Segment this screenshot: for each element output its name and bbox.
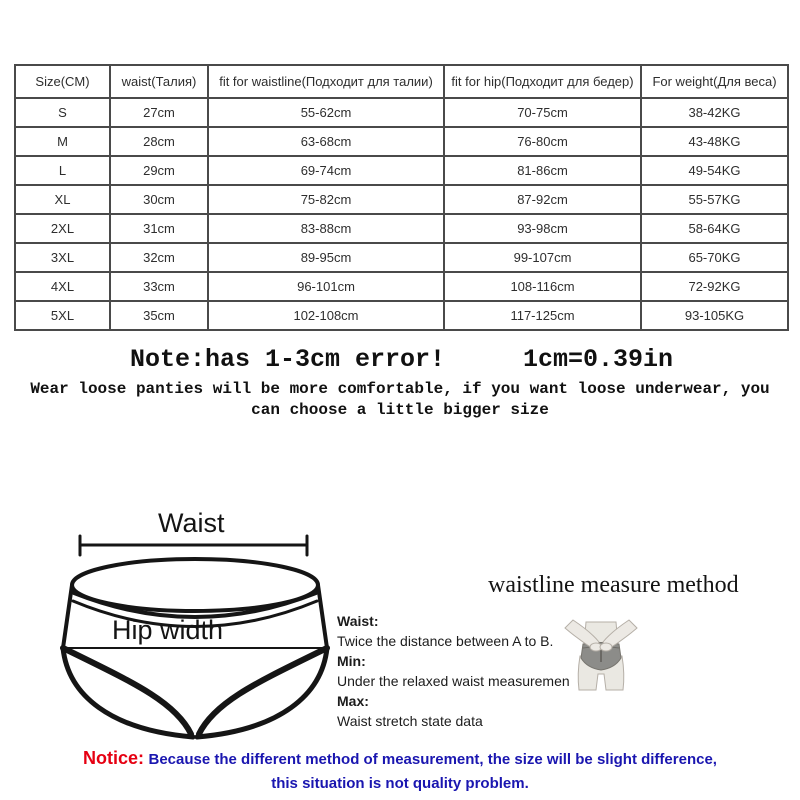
size-table-header-cell: fit for hip(Подходит для бедер) xyxy=(444,65,641,98)
size-table-row xyxy=(15,98,788,127)
notice-text-line1: Because the different method of measurement, the size will be slight difference, xyxy=(148,751,717,768)
min-note-label: Min: xyxy=(337,653,366,669)
note-conversion-text: 1cm=0.39in xyxy=(523,345,674,374)
size-table-cell: 96-101cm xyxy=(208,272,444,301)
size-table-header-cell: For weight(Для веса) xyxy=(641,65,788,98)
size-table-cell: 5XL xyxy=(15,301,110,330)
size-table-container xyxy=(14,64,787,331)
size-table-cell: 29cm xyxy=(110,156,208,185)
size-table-cell: 87-92cm xyxy=(444,185,641,214)
hip-width-label: Hip width xyxy=(112,615,224,645)
size-table-cell: S xyxy=(15,98,110,127)
size-table-cell: 3XL xyxy=(15,243,110,272)
measure-notes xyxy=(337,611,587,731)
size-table-row xyxy=(15,185,788,214)
waist-measuring-figure-icon xyxy=(563,616,639,692)
notice-text-line2: this situation is not quality problem. xyxy=(271,775,529,792)
size-table-cell: 43-48KG xyxy=(641,127,788,156)
size-table-cell: 30cm xyxy=(110,185,208,214)
size-table-cell: 70-75cm xyxy=(444,98,641,127)
size-table-row xyxy=(15,272,788,301)
size-table-cell: 38-42KG xyxy=(641,98,788,127)
note-paragraph-line2: can choose a little bigger size xyxy=(251,401,549,419)
size-table-cell: 93-98cm xyxy=(444,214,641,243)
size-table-cell: 117-125cm xyxy=(444,301,641,330)
size-table-row xyxy=(15,156,788,185)
size-table-cell: L xyxy=(15,156,110,185)
size-table-cell: 89-95cm xyxy=(208,243,444,272)
size-table-cell: 102-108cm xyxy=(208,301,444,330)
size-table-cell: 49-54KG xyxy=(641,156,788,185)
size-table-row xyxy=(15,214,788,243)
size-table-cell: 35cm xyxy=(110,301,208,330)
size-table-cell: M xyxy=(15,127,110,156)
size-table-cell: 4XL xyxy=(15,272,110,301)
note-paragraph-line1: Wear loose panties will be more comfortable, if you want loose underwear, you xyxy=(30,380,770,398)
size-table-row xyxy=(15,127,788,156)
note-paragraph xyxy=(0,379,800,421)
size-table-cell: 63-68cm xyxy=(208,127,444,156)
size-table-header-cell: waist(Талия) xyxy=(110,65,208,98)
size-table-cell: 55-57KG xyxy=(641,185,788,214)
note-line xyxy=(0,345,800,375)
waist-note-text: Twice the distance between A to B. xyxy=(337,633,554,649)
measure-method-title: waistline measure method xyxy=(488,572,739,598)
size-table-cell: 75-82cm xyxy=(208,185,444,214)
size-table-cell: 108-116cm xyxy=(444,272,641,301)
max-note-label: Max: xyxy=(337,693,369,709)
size-table-cell: 76-80cm xyxy=(444,127,641,156)
waist-note-label: Waist: xyxy=(337,613,379,629)
size-table xyxy=(14,64,789,331)
size-table-cell: 32cm xyxy=(110,243,208,272)
size-table-row xyxy=(15,301,788,330)
waist-label: Waist xyxy=(158,508,225,538)
size-table-cell: 28cm xyxy=(110,127,208,156)
max-note-text: Waist stretch state data xyxy=(337,713,483,729)
size-table-cell: 2XL xyxy=(15,214,110,243)
size-table-cell: 93-105KG xyxy=(641,301,788,330)
size-table-cell: 99-107cm xyxy=(444,243,641,272)
notice-label: Notice: xyxy=(83,748,145,768)
notice-line1 xyxy=(0,748,800,770)
size-table-cell: XL xyxy=(15,185,110,214)
size-table-cell: 72-92KG xyxy=(641,272,788,301)
size-table-cell: 81-86cm xyxy=(444,156,641,185)
size-table-cell: 69-74cm xyxy=(208,156,444,185)
size-table-cell: 83-88cm xyxy=(208,214,444,243)
min-note-text: Under the relaxed waist measuremen xyxy=(337,673,570,689)
size-table-cell: 33cm xyxy=(110,272,208,301)
size-table-header-cell: Size(CM) xyxy=(15,65,110,98)
size-table-cell: 31cm xyxy=(110,214,208,243)
size-table-cell: 55-62cm xyxy=(208,98,444,127)
note-error-text: Note:has 1-3cm error! xyxy=(130,345,446,374)
size-table-header-row xyxy=(15,65,788,98)
size-table-cell: 58-64KG xyxy=(641,214,788,243)
notice-block xyxy=(0,748,800,793)
size-table-row xyxy=(15,243,788,272)
size-table-cell: 27cm xyxy=(110,98,208,127)
size-table-cell: 65-70KG xyxy=(641,243,788,272)
size-table-header-cell: fit for waistline(Подходит для талии) xyxy=(208,65,444,98)
